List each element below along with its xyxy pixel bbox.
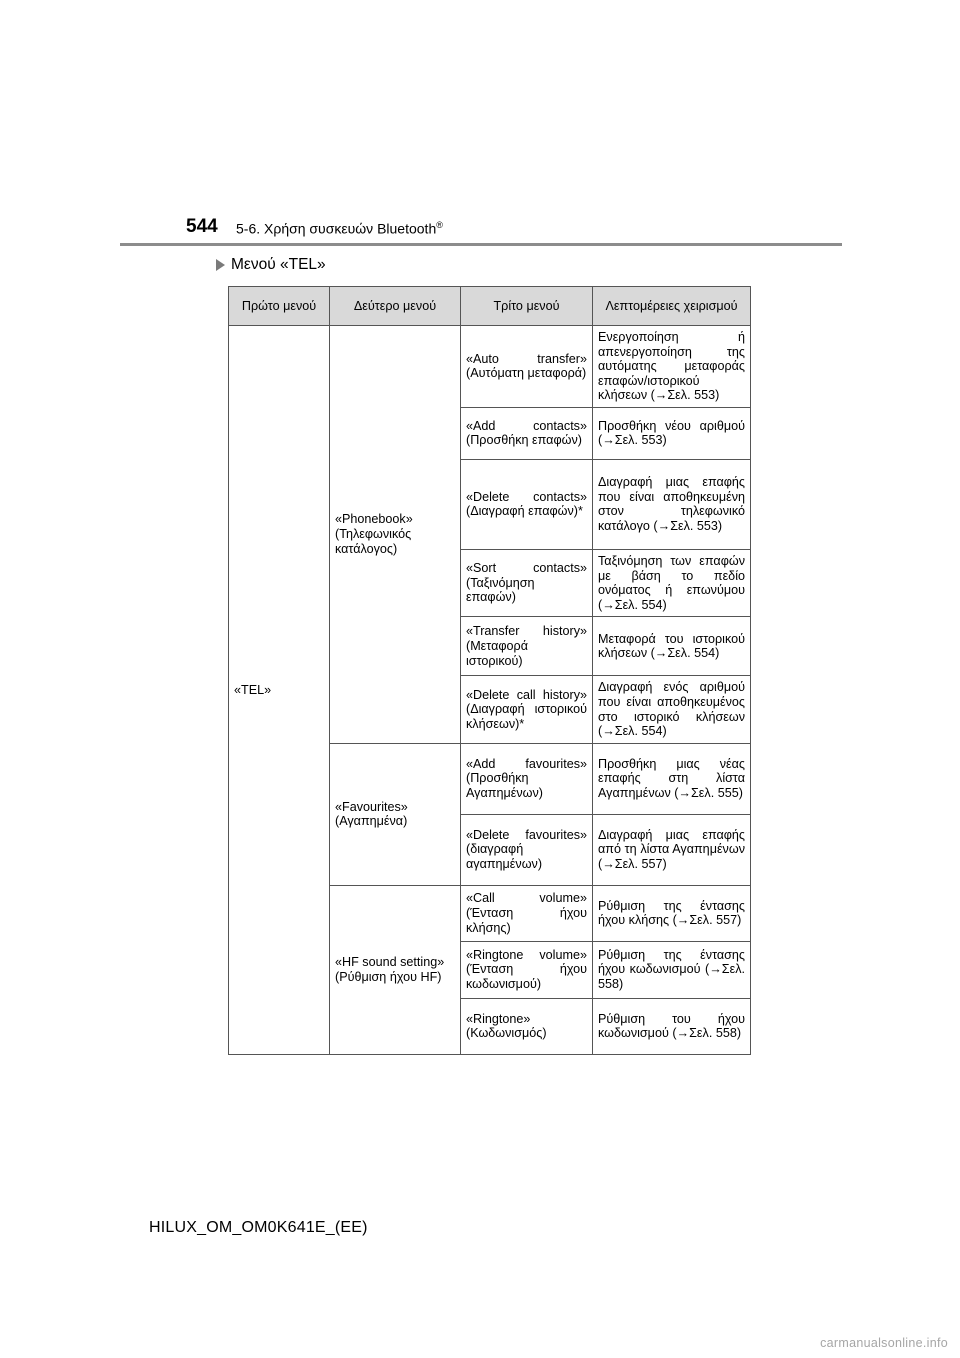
section-heading-text: Μενού «TEL» [231,256,326,273]
third-menu-cell: «Delete contacts» (Διαγραφή επαφών)* [461,459,593,549]
third-menu-cell: «Transfer history» (Μεταφορά ιστορικού) [461,617,593,676]
page-number: 544 [186,216,218,237]
header-rule [120,243,842,246]
chapter-title-text: 5-6. Χρήση συσκευών Bluetooth [236,220,437,237]
details-cell: Ρύθμιση του ήχου κωδωνισμού (→Σελ. 558) [593,998,751,1054]
details-cell: Διαγραφή ενός αριθμού που είναι αποθηκευμένος στο ιστορικό κλήσεων (→Σελ. 554) [593,676,751,743]
second-menu-cell: «Phonebook» (Τηλεφωνικός κατάλογος) [330,326,461,744]
details-cell: Ρύθμιση της έντασης ήχου κλήσης (→Σελ. 557) [593,885,751,941]
details-cell: Ταξινόμηση των επαφών με βάση το πεδίο ονόματος ή επωνύμου (→Σελ. 554) [593,549,751,616]
section-heading [216,256,326,274]
triangle-bullet-icon [216,259,225,271]
table-row [229,326,751,408]
third-menu-cell: «Auto transfer» (Αυτόματη μεταφορά) [461,326,593,408]
header-third-menu: Τρίτο μενού [461,287,593,326]
details-cell: Διαγραφή μιας επαφής που είναι αποθηκευμένη στον τηλεφωνικό κατάλογο (→Σελ. 553) [593,459,751,549]
first-menu-cell: «TEL» [229,326,330,1055]
menu-table [228,286,751,1055]
details-cell: Ρύθμιση της έντασης ήχου κωδωνισμού (→Σελ. 558) [593,941,751,998]
table-header-row [229,287,751,326]
third-menu-cell: «Sort contacts» (Ταξινόμηση επαφών) [461,549,593,616]
second-menu-cell: «Favourites» (Αγαπημένα) [330,743,461,885]
details-cell: Προσθήκη νέου αριθμού (→Σελ. 553) [593,407,751,459]
chapter-title [236,220,443,237]
third-menu-cell: «Add contacts» (Προσθήκη επαφών) [461,407,593,459]
third-menu-cell: «Call volume» (Ένταση ήχου κλήσης) [461,885,593,941]
details-cell: Ενεργοποίηση ή απενεργοποίηση της αυτόματης μεταφοράς επαφών/ιστορικού κλήσεων (→Σελ. 553) [593,326,751,408]
header-second-menu: Δεύτερο μενού [330,287,461,326]
details-cell: Διαγραφή μιας επαφής από τη λίστα Αγαπημένων (→Σελ. 557) [593,814,751,885]
watermark: carmanualsonline.info [820,1336,948,1350]
third-menu-cell: «Ringtone» (Κωδωνισμός) [461,998,593,1054]
third-menu-cell: «Ringtone volume» (Ένταση ήχου κωδωνισμού) [461,941,593,998]
second-menu-cell: «HF sound setting» (Ρύθμιση ήχου HF) [330,885,461,1054]
third-menu-cell: «Delete call history» (Διαγραφή ιστορικού κλήσεων)* [461,676,593,743]
document-code: HILUX_OM_OM0K641E_(EE) [149,1219,368,1236]
header-operation-details: Λεπτομέρειες χειρισμού [593,287,751,326]
third-menu-cell: «Add favourites» (Προσθήκη Αγαπημένων) [461,743,593,814]
third-menu-cell: «Delete favourites» (διαγραφή αγαπημένων) [461,814,593,885]
header-first-menu: Πρώτο μενού [229,287,330,326]
registered-mark: ® [436,220,443,230]
details-cell: Μεταφορά του ιστορικού κλήσεων (→Σελ. 554) [593,617,751,676]
details-cell: Προσθήκη μιας νέας επαφής στη λίστα Αγαπημένων (→Σελ. 555) [593,743,751,814]
